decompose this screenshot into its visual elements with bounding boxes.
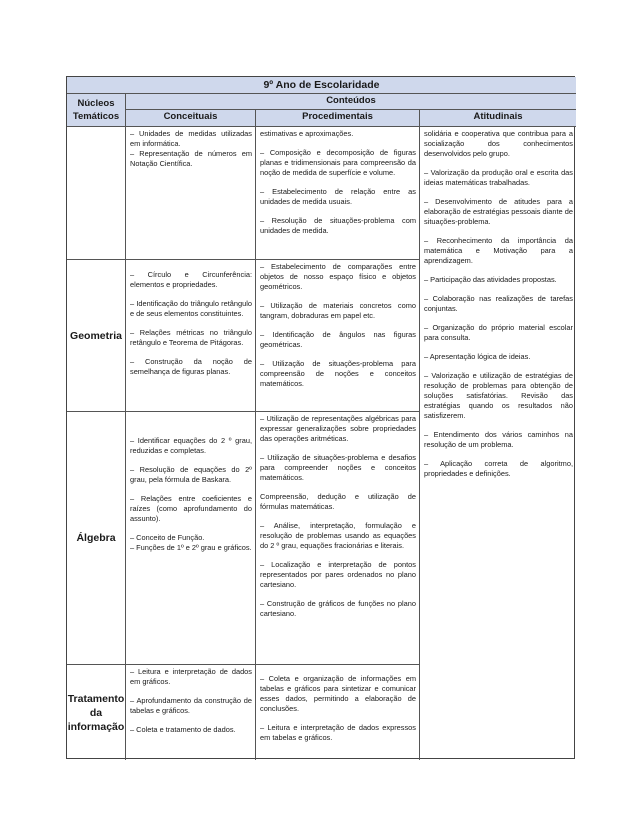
list-item: – Organização do próprio material escolar para consulta.	[424, 323, 573, 342]
list-item: – Utilização de representações algébricas para expressar generalizações sobre propriedades das operações aritméticas.	[260, 414, 416, 443]
list-item: – Participação das atividades propostas.	[424, 275, 557, 284]
header-conceituais: Conceituais	[126, 110, 256, 127]
procedimentais-cell-0	[256, 127, 420, 260]
table-title: 9º Ano de Escolaridade	[67, 77, 576, 94]
list-item: – Construção da noção de semelhança de figuras planas.	[130, 357, 252, 376]
list-item: – Valorização da produção oral e escrita das ideias matemáticas trabalhadas.	[424, 168, 573, 187]
header-atitudinais: Atitudinais	[420, 110, 576, 127]
conceituais-cell-geometria	[126, 260, 256, 412]
list-item: – Reconhecimento da importância da matemática e Motivação para a aprendizagem.	[424, 236, 573, 265]
atitudinais-cell	[420, 127, 576, 760]
list-item: – Colaboração nas realizações de tarefas conjuntas.	[424, 294, 573, 313]
list-item: – Desenvolvimento de atitudes para a elaboração de estratégias pessoais diante de situações-problema.	[424, 197, 573, 226]
row-label-algebra: Álgebra	[67, 412, 126, 665]
curriculum-table	[66, 76, 575, 759]
list-item: – Estabelecimento de relação entre as unidades de medida usuais.	[260, 187, 416, 206]
list-item: – Resolução de equações do 2º grau, pela fórmula de Baskara.	[130, 465, 252, 484]
procedimentais-cell-geometria	[256, 260, 420, 412]
list-item: – Leitura e interpretação de dados expressos em tabelas e gráficos.	[260, 723, 416, 742]
list-item: – Estabelecimento de comparações entre objetos de nosso espaço físico e objetos geométricos.	[260, 262, 416, 291]
header-nucleos-tematicos: Núcleos Temáticos	[67, 94, 126, 127]
conceituais-cell-tratamento	[126, 665, 256, 760]
list-item: – Identificação do triângulo retângulo e de seus elementos constituintes.	[130, 299, 252, 318]
list-item: – Resolução de situações-problema com unidades de medida.	[260, 216, 416, 235]
list-item: – Análise, interpretação, formulação e resolução de problemas usando as equações do 2 º grau, equações fracionárias e literais.	[260, 521, 416, 550]
list-item: – Utilização de situações-problema para compreensão de noções e conceitos matemáticos.	[260, 359, 416, 388]
list-item: – Identificar equações do 2 º grau, reduzidas e completas.	[130, 436, 252, 455]
list-item: – Coleta e organização de informações em tabelas e gráficos para sintetizar e comunicar esses dados, permitindo a elaboração de conclusões.	[260, 674, 416, 713]
procedimentais-cell-algebra	[256, 412, 420, 665]
list-item: – Utilização de situações-problema e desafios para compreender noções e conceitos matemáticos.	[260, 453, 416, 482]
row-label-tratamento-informacao: Tratamento da informação	[67, 665, 126, 760]
header-procedimentais: Procedimentais	[256, 110, 420, 127]
list-item: – Relações métricas no triângulo retângulo e Teorema de Pitágoras.	[130, 328, 252, 347]
list-item: – Coleta e tratamento de dados.	[130, 725, 236, 734]
conceituais-cell-algebra	[126, 412, 256, 665]
procedimentais-cell-tratamento	[256, 665, 420, 760]
list-item: – Valorização e utilização de estratégias de resolução de problemas para obtenção de soluções satisfatórias. Revisão das estratégias quando os resultados não satisfizerem.	[424, 371, 573, 420]
list-item: solidária e cooperativa que contribua para a socialização dos conhecimentos desenvolvidos pelo grupo.	[424, 129, 573, 158]
list-item: – Círculo e Circunferência: elementos e propriedades.	[130, 270, 252, 289]
list-item: – Apresentação lógica de ideias.	[424, 352, 531, 361]
list-item: – Relações entre coeficientes e raízes (como aprofundamento do assunto).	[130, 494, 252, 523]
list-item: Compreensão, dedução e utilização de fórmulas matemáticas.	[260, 492, 416, 511]
row-label-geometria: Geometria	[67, 260, 126, 412]
header-conteudos: Conteúdos	[126, 94, 576, 110]
list-item: – Construção de gráficos de funções no plano cartesiano.	[260, 599, 416, 618]
list-item: – Composição e decomposição de figuras planas e tridimensionais para compreensão da noção de medida de superfície e volume.	[260, 148, 416, 177]
conceituais-cell-0	[126, 127, 256, 260]
list-item: – Localização e interpretação de pontos representados por pares ordenados no plano cartesiano.	[260, 560, 416, 589]
list-item: – Unidades de medidas utilizadas em informática. – Representação de números em Notação Científica.	[130, 129, 252, 168]
list-item: – Aplicação correta de algoritmo, propriedades e definições.	[424, 459, 573, 478]
row-label-continuation	[67, 127, 126, 260]
list-item: – Utilização de materiais concretos como tangram, dobraduras em papel etc.	[260, 301, 416, 320]
list-item: – Conceito de Função. – Funções de 1º e 2º grau e gráficos.	[130, 533, 252, 552]
list-item: estimativas e aproximações.	[260, 129, 354, 138]
list-item: – Aprofundamento da construção de tabelas e gráficos.	[130, 696, 252, 715]
list-item: – Identificação de ângulos nas figuras geométricas.	[260, 330, 416, 349]
list-item: – Entendimento dos vários caminhos na resolução de um problema.	[424, 430, 573, 449]
list-item: – Leitura e interpretação de dados em gráficos.	[130, 667, 252, 686]
